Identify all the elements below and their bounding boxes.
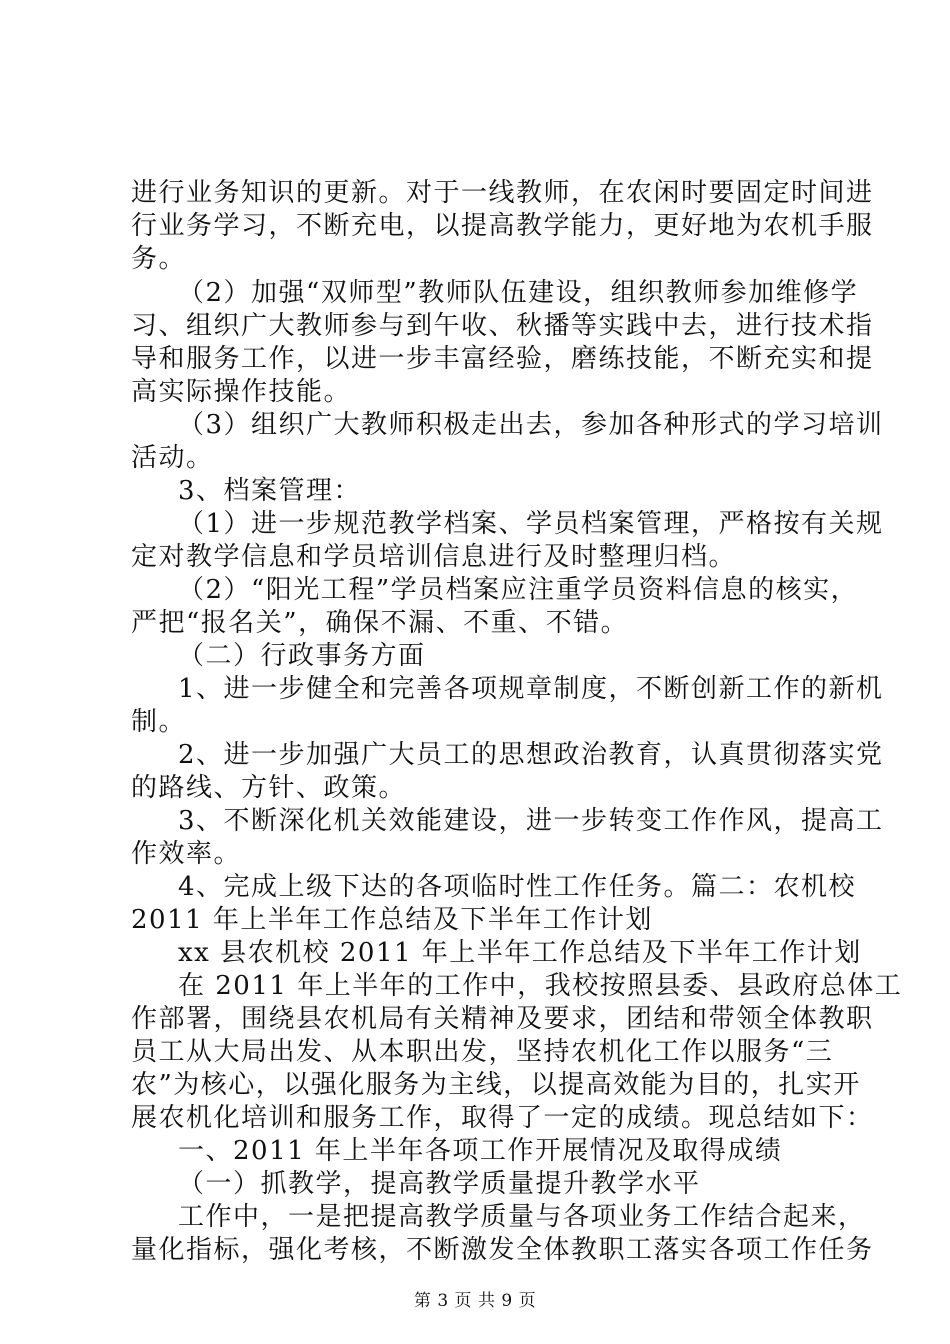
text-line: 作效率。 — [131, 839, 242, 869]
text-line: 习、组织广大教师参与到午收、秋播等实践中去，进行技术指 — [131, 311, 874, 341]
text-line: 在 2011 年上半年的工作中，我校按照县委、县政府总体工 — [178, 971, 903, 1001]
text-line: 高实际操作技能。 — [131, 377, 352, 407]
text-line: （1）进一步规范教学档案、学员档案管理，严格按有关规 — [178, 509, 884, 539]
text-line: （2）“阳光工程”学员档案应注重学员资料信息的核实， — [178, 575, 859, 605]
text-line: 进行业务知识的更新。对于一线教师，在农闲时要固定时间进 — [131, 178, 874, 208]
section-heading: （一）抓教学，提高教学质量提升教学水平 — [178, 1169, 701, 1199]
document-title: xx 县农机校 2011 年上半年工作总结及下半年工作计划 — [178, 938, 862, 968]
text-line: （3）组织广大教师积极走出去，参加各种形式的学习培训 — [178, 410, 884, 440]
text-line: 3、不断深化机关效能建设，进一步转变工作作风，提高工 — [178, 806, 884, 836]
text-line: 严把“报名关”，确保不漏、不重、不错。 — [131, 608, 629, 638]
text-line: 作部署，围绕县农机局有关精神及要求，团结和带领全体教职 — [131, 1004, 874, 1034]
text-line: 2、进一步加强广大员工的思想政治教育，认真贯彻落实党 — [178, 740, 884, 770]
text-line: 行业务学习，不断充电，以提高教学能力，更好地为农机手服 — [131, 211, 874, 241]
text-line: 2011 年上半年工作总结及下半年工作计划 — [131, 905, 653, 935]
text-line: 活动。 — [131, 443, 214, 473]
text-line: 的路线、方针、政策。 — [131, 773, 407, 803]
page-number-footer: 第 3 页 共 9 页 — [413, 1291, 537, 1311]
section-heading: 3、档案管理： — [178, 476, 362, 506]
text-line: 展农机化培训和服务工作，取得了一定的成绩。现总结如下： — [131, 1103, 874, 1133]
text-line: 务。 — [131, 244, 187, 274]
text-line: （2）加强“双师型”教师队伍建设，组织教师参加维修学 — [178, 278, 859, 308]
text-line: 定对教学信息和学员培训信息进行及时整理归档。 — [131, 542, 737, 572]
text-line: 量化指标，强化考核，不断激发全体教职工落实各项工作任务 — [131, 1235, 874, 1265]
text-line: 工作中，一是把提高教学质量与各项业务工作结合起来， — [178, 1202, 866, 1232]
text-line: 1、进一步健全和完善各项规章制度，不断创新工作的新机 — [178, 674, 884, 704]
section-heading: （二）行政事务方面 — [178, 641, 426, 671]
text-line: 导和服务工作，以进一步丰富经验，磨练技能，不断充实和提 — [131, 344, 874, 374]
text-line: 农”为核心，以强化服务为主线，以提高效能为目的，扎实开 — [131, 1070, 861, 1100]
section-heading: 一、2011 年上半年各项工作开展情况及取得成绩 — [178, 1136, 783, 1166]
text-line: 制。 — [131, 707, 187, 737]
text-line: 4、完成上级下达的各项临时性工作任务。篇二：农机校 — [178, 872, 857, 902]
text-line: 员工从大局出发、从本职出发，坚持农机化工作以服务“三 — [131, 1037, 834, 1067]
